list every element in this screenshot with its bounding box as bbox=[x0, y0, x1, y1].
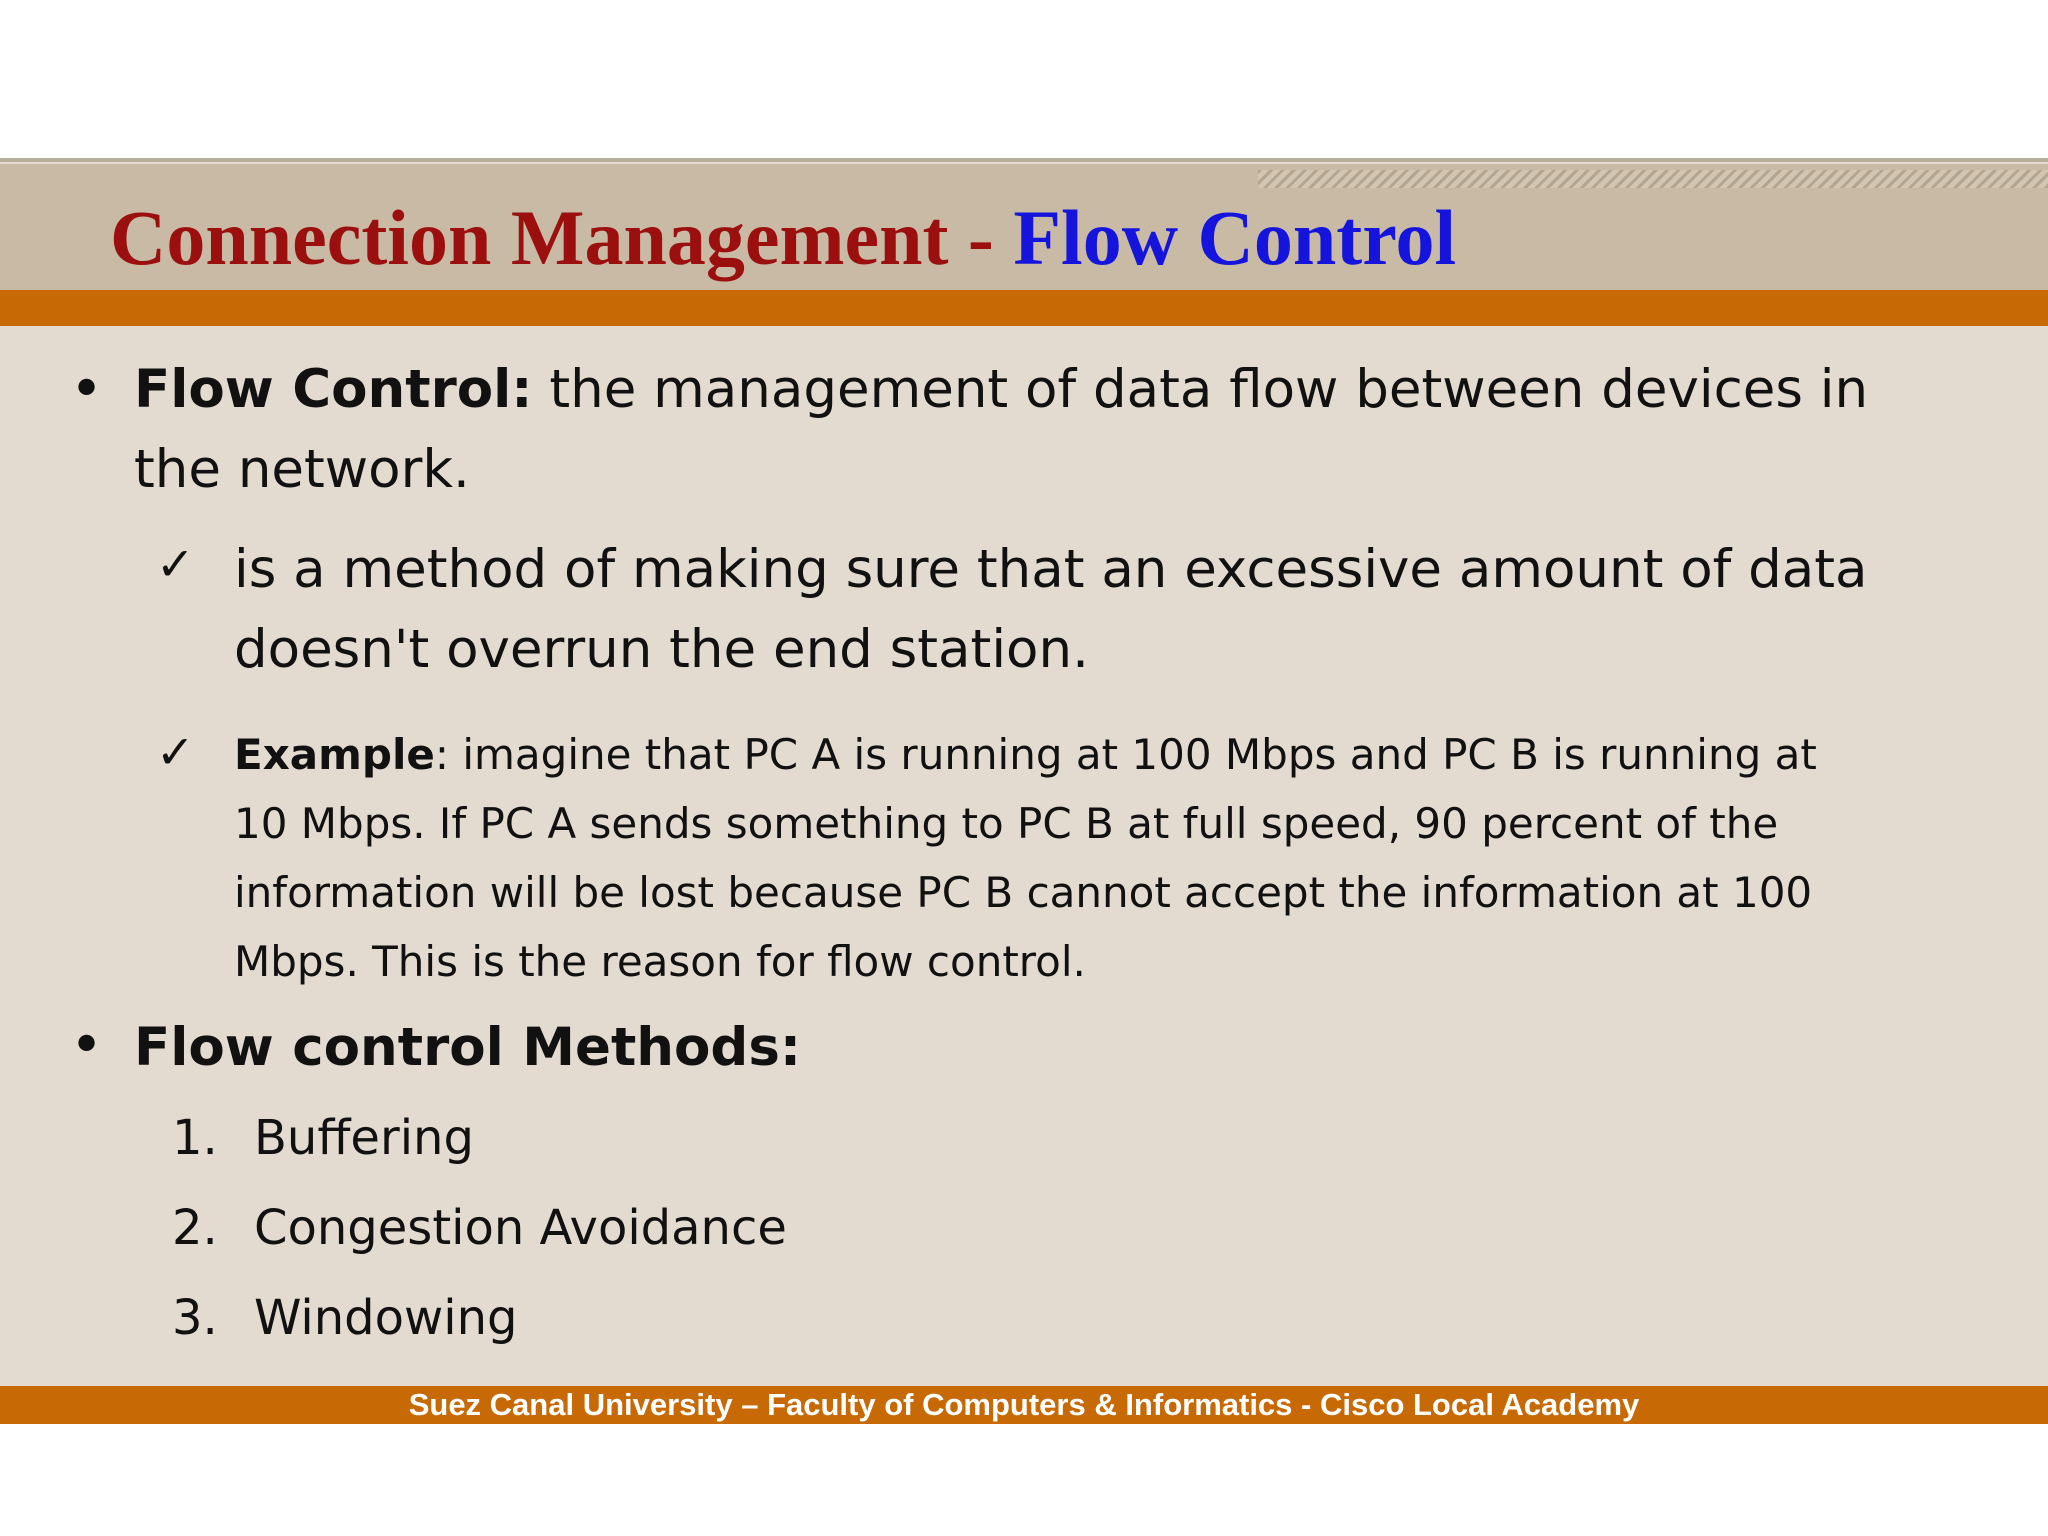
bullet-flow-control-line-1 bbox=[134, 350, 1868, 430]
list-item-number: 2. bbox=[172, 1200, 218, 1256]
checkmark-icon: ✓ bbox=[156, 725, 195, 779]
checkmark-icon: ✓ bbox=[156, 537, 195, 591]
example-line-2: 10 Mbps. If PC A sends something to PC B at full speed, 90 percent of the bbox=[234, 799, 1779, 848]
slide-content bbox=[0, 326, 2048, 1386]
list-item-buffering: Buffering bbox=[254, 1110, 474, 1166]
example-line-1 bbox=[234, 720, 1817, 789]
list-item-number: 1. bbox=[172, 1110, 218, 1166]
bullet-term: Flow Control: bbox=[134, 359, 533, 420]
example-term: Example bbox=[234, 730, 435, 779]
bullet-icon: • bbox=[70, 357, 104, 422]
bullet-icon: • bbox=[70, 1013, 104, 1078]
bullet-flow-control-methods bbox=[134, 1008, 801, 1088]
methods-heading: Flow control Methods: bbox=[134, 1017, 802, 1078]
bullet-definition: the management of data flow between devices in bbox=[532, 359, 1869, 420]
list-item-congestion-avoidance: Congestion Avoidance bbox=[254, 1200, 787, 1256]
list-item-number: 3. bbox=[172, 1290, 218, 1346]
list-item-windowing: Windowing bbox=[254, 1290, 518, 1346]
sub-bullet-method-line-1: is a method of making sure that an excessive amount of data bbox=[234, 539, 1868, 600]
sub-bullet-method-line-2: doesn't overrun the end station. bbox=[234, 619, 1089, 680]
example-line-4: Mbps. This is the reason for flow control. bbox=[234, 937, 1086, 986]
header-orange-band bbox=[0, 290, 2048, 326]
top-rule bbox=[0, 158, 2048, 162]
header-hatch-decoration bbox=[1258, 170, 2048, 188]
title-part-1: Connection Management - bbox=[110, 194, 1014, 281]
example-line-3: information will be lost because PC B cannot accept the information at 100 bbox=[234, 868, 1813, 917]
example-text: : imagine that PC A is running at 100 Mbps and PC B is running at bbox=[434, 730, 1817, 779]
bullet-flow-control-line-2: the network. bbox=[134, 439, 470, 500]
title-part-2: Flow Control bbox=[1013, 194, 1457, 281]
slide-title bbox=[110, 188, 1456, 288]
footer-text: Suez Canal University – Faculty of Computers & Informatics - Cisco Local Academy bbox=[408, 1387, 1640, 1422]
